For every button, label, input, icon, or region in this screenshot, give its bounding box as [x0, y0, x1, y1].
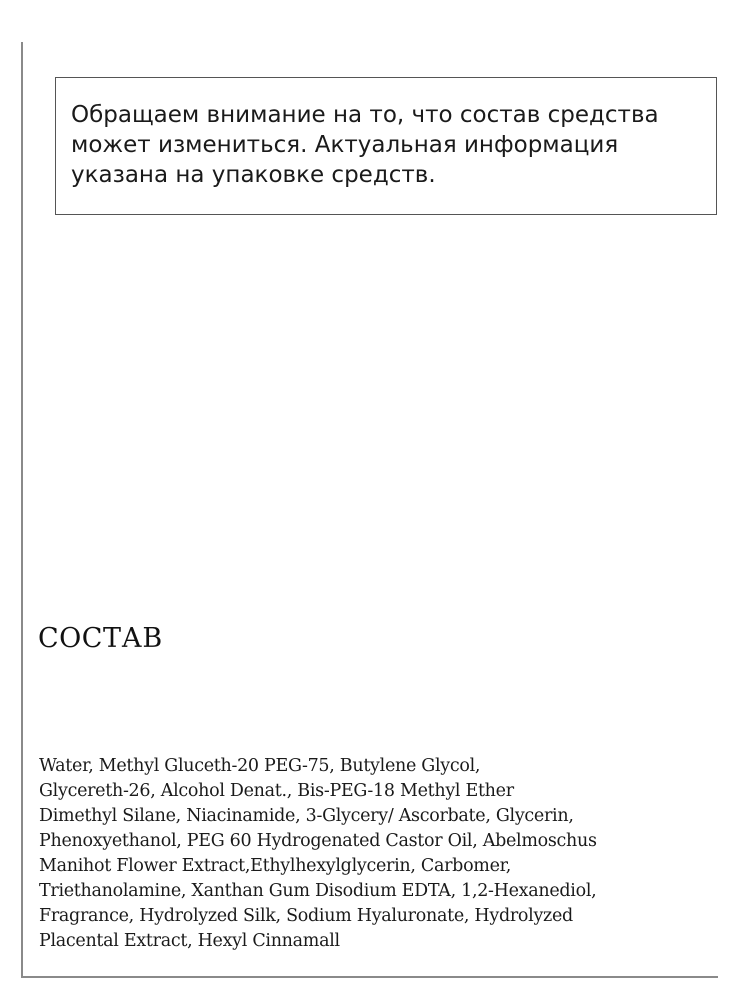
composition-title: СОСТАВ: [38, 623, 163, 654]
notice-box: [55, 77, 717, 215]
frame-left-border: [21, 42, 23, 978]
ingredients-list: Water, Methyl Gluceth-20 PEG-75, Butylene Glycol, Glycereth-26, Alcohol Denat., Bis-PEG-18 Methyl Ether Dimethyl Silane, Niacinamide, 3-Glycery/ Ascorbate, Glycerin, Phenoxyethanol, PEG 60 Hydrogenated Castor Oil, Abelmoschus Manihot Flower Extract,Ethylhexylglycerin, Carbomer, Triethanolamine, Xanthan Gum Disodium EDTA, 1,2-Hexanediol, Fragrance, Hydrolyzed Silk, Sodium Hyaluronate, Hydrolyzed Placental Extract, Hexyl Cinnamall: [39, 756, 597, 951]
notice-text: Обращаем внимание на то, что состав средства может измениться. Актуальная информация указана на упаковке средств.: [71, 102, 659, 188]
frame-bottom-border: [21, 976, 718, 978]
